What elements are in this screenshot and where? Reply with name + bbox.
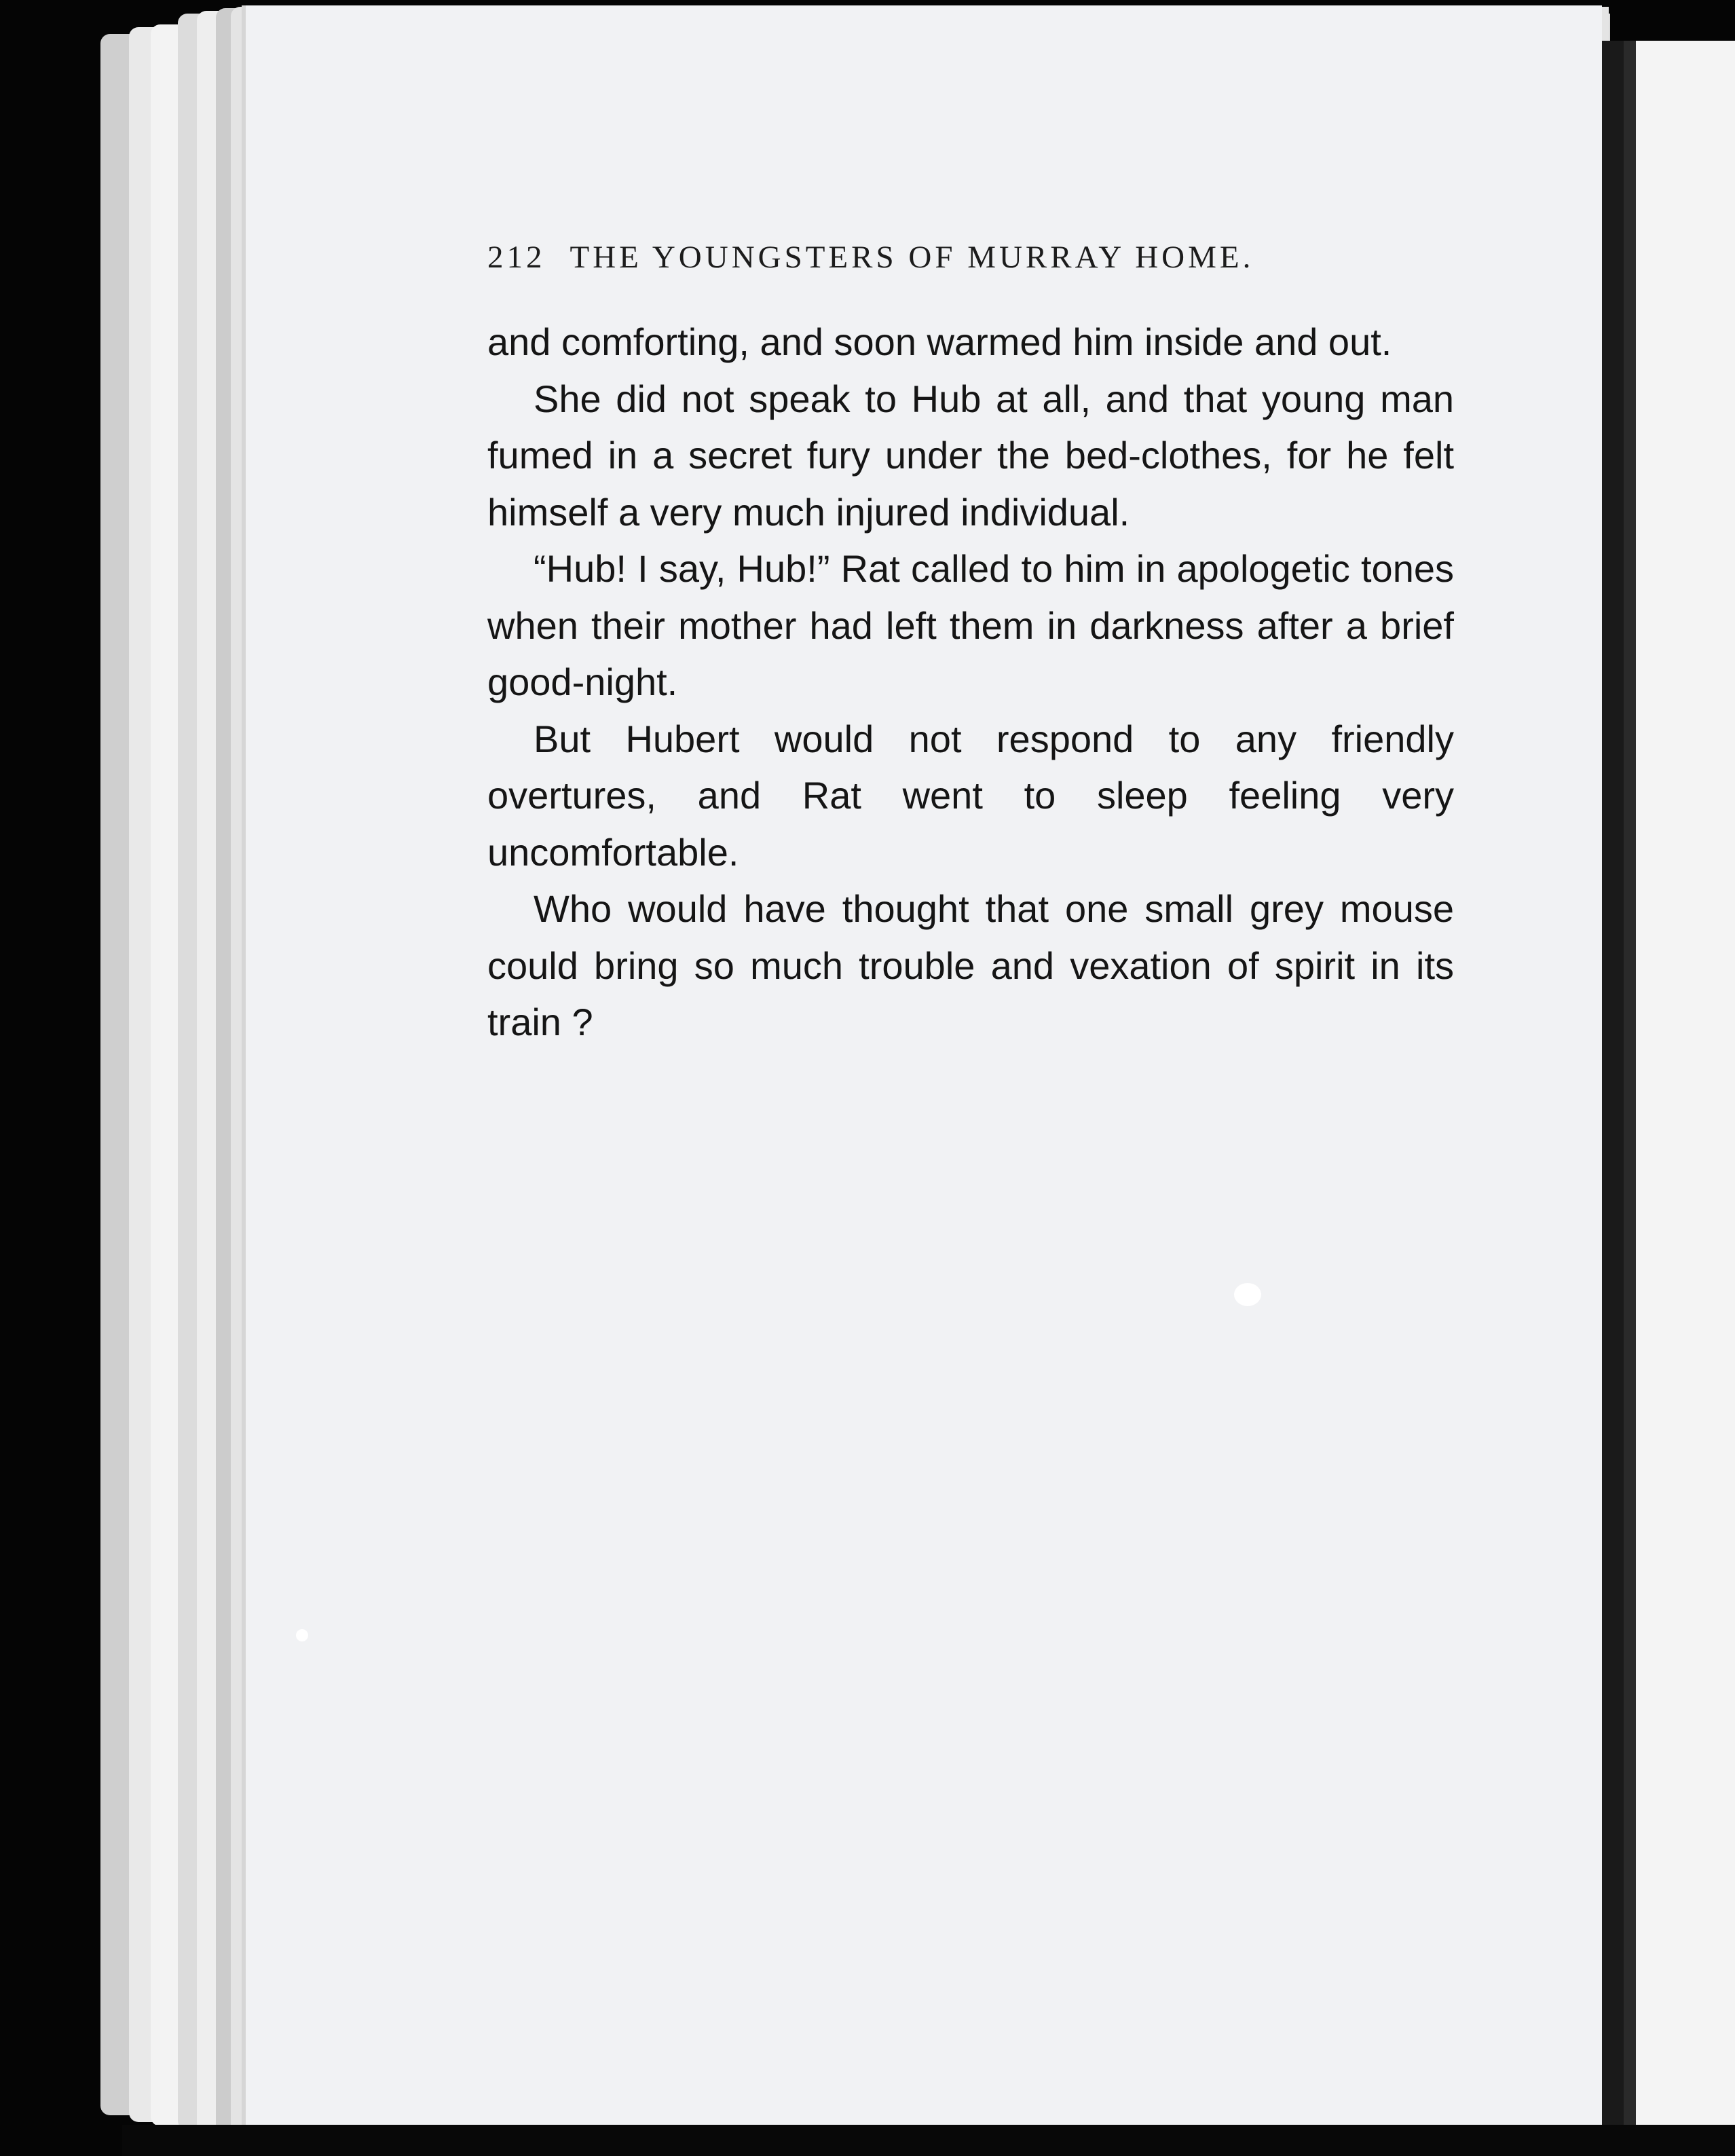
paragraph: But Hubert would not respond to any friendly overtures, and Rat went to sleep feeling very uncomfortable.: [487, 717, 1454, 874]
scan-speck: [1234, 1283, 1261, 1306]
paragraph: Who would have thought that one small grey mouse could bring so much trouble and vexation of spirit in its train ?: [487, 887, 1454, 1043]
running-header: [487, 239, 1254, 276]
paragraph: She did not speak to Hub at all, and that young man fumed in a secret fury under the bed-clothes, for he felt himself a very much injured individual.: [487, 377, 1454, 534]
body-text: [487, 314, 1454, 1051]
paragraph: and comforting, and soon warmed him inside and out.: [487, 320, 1392, 363]
scan-border: [122, 2125, 1735, 2156]
page-number: 212: [487, 240, 546, 275]
scan-speck: [296, 1629, 308, 1641]
paragraph: “Hub! I say, Hub!” Rat called to him in apologetic tones when their mother had left them in darkness after a brief good-night.: [487, 547, 1454, 703]
running-title: THE YOUNGSTERS OF MURRAY HOME.: [570, 240, 1254, 275]
facing-page-leaf: [1624, 41, 1735, 2132]
facing-page-edge: [1597, 41, 1735, 2132]
